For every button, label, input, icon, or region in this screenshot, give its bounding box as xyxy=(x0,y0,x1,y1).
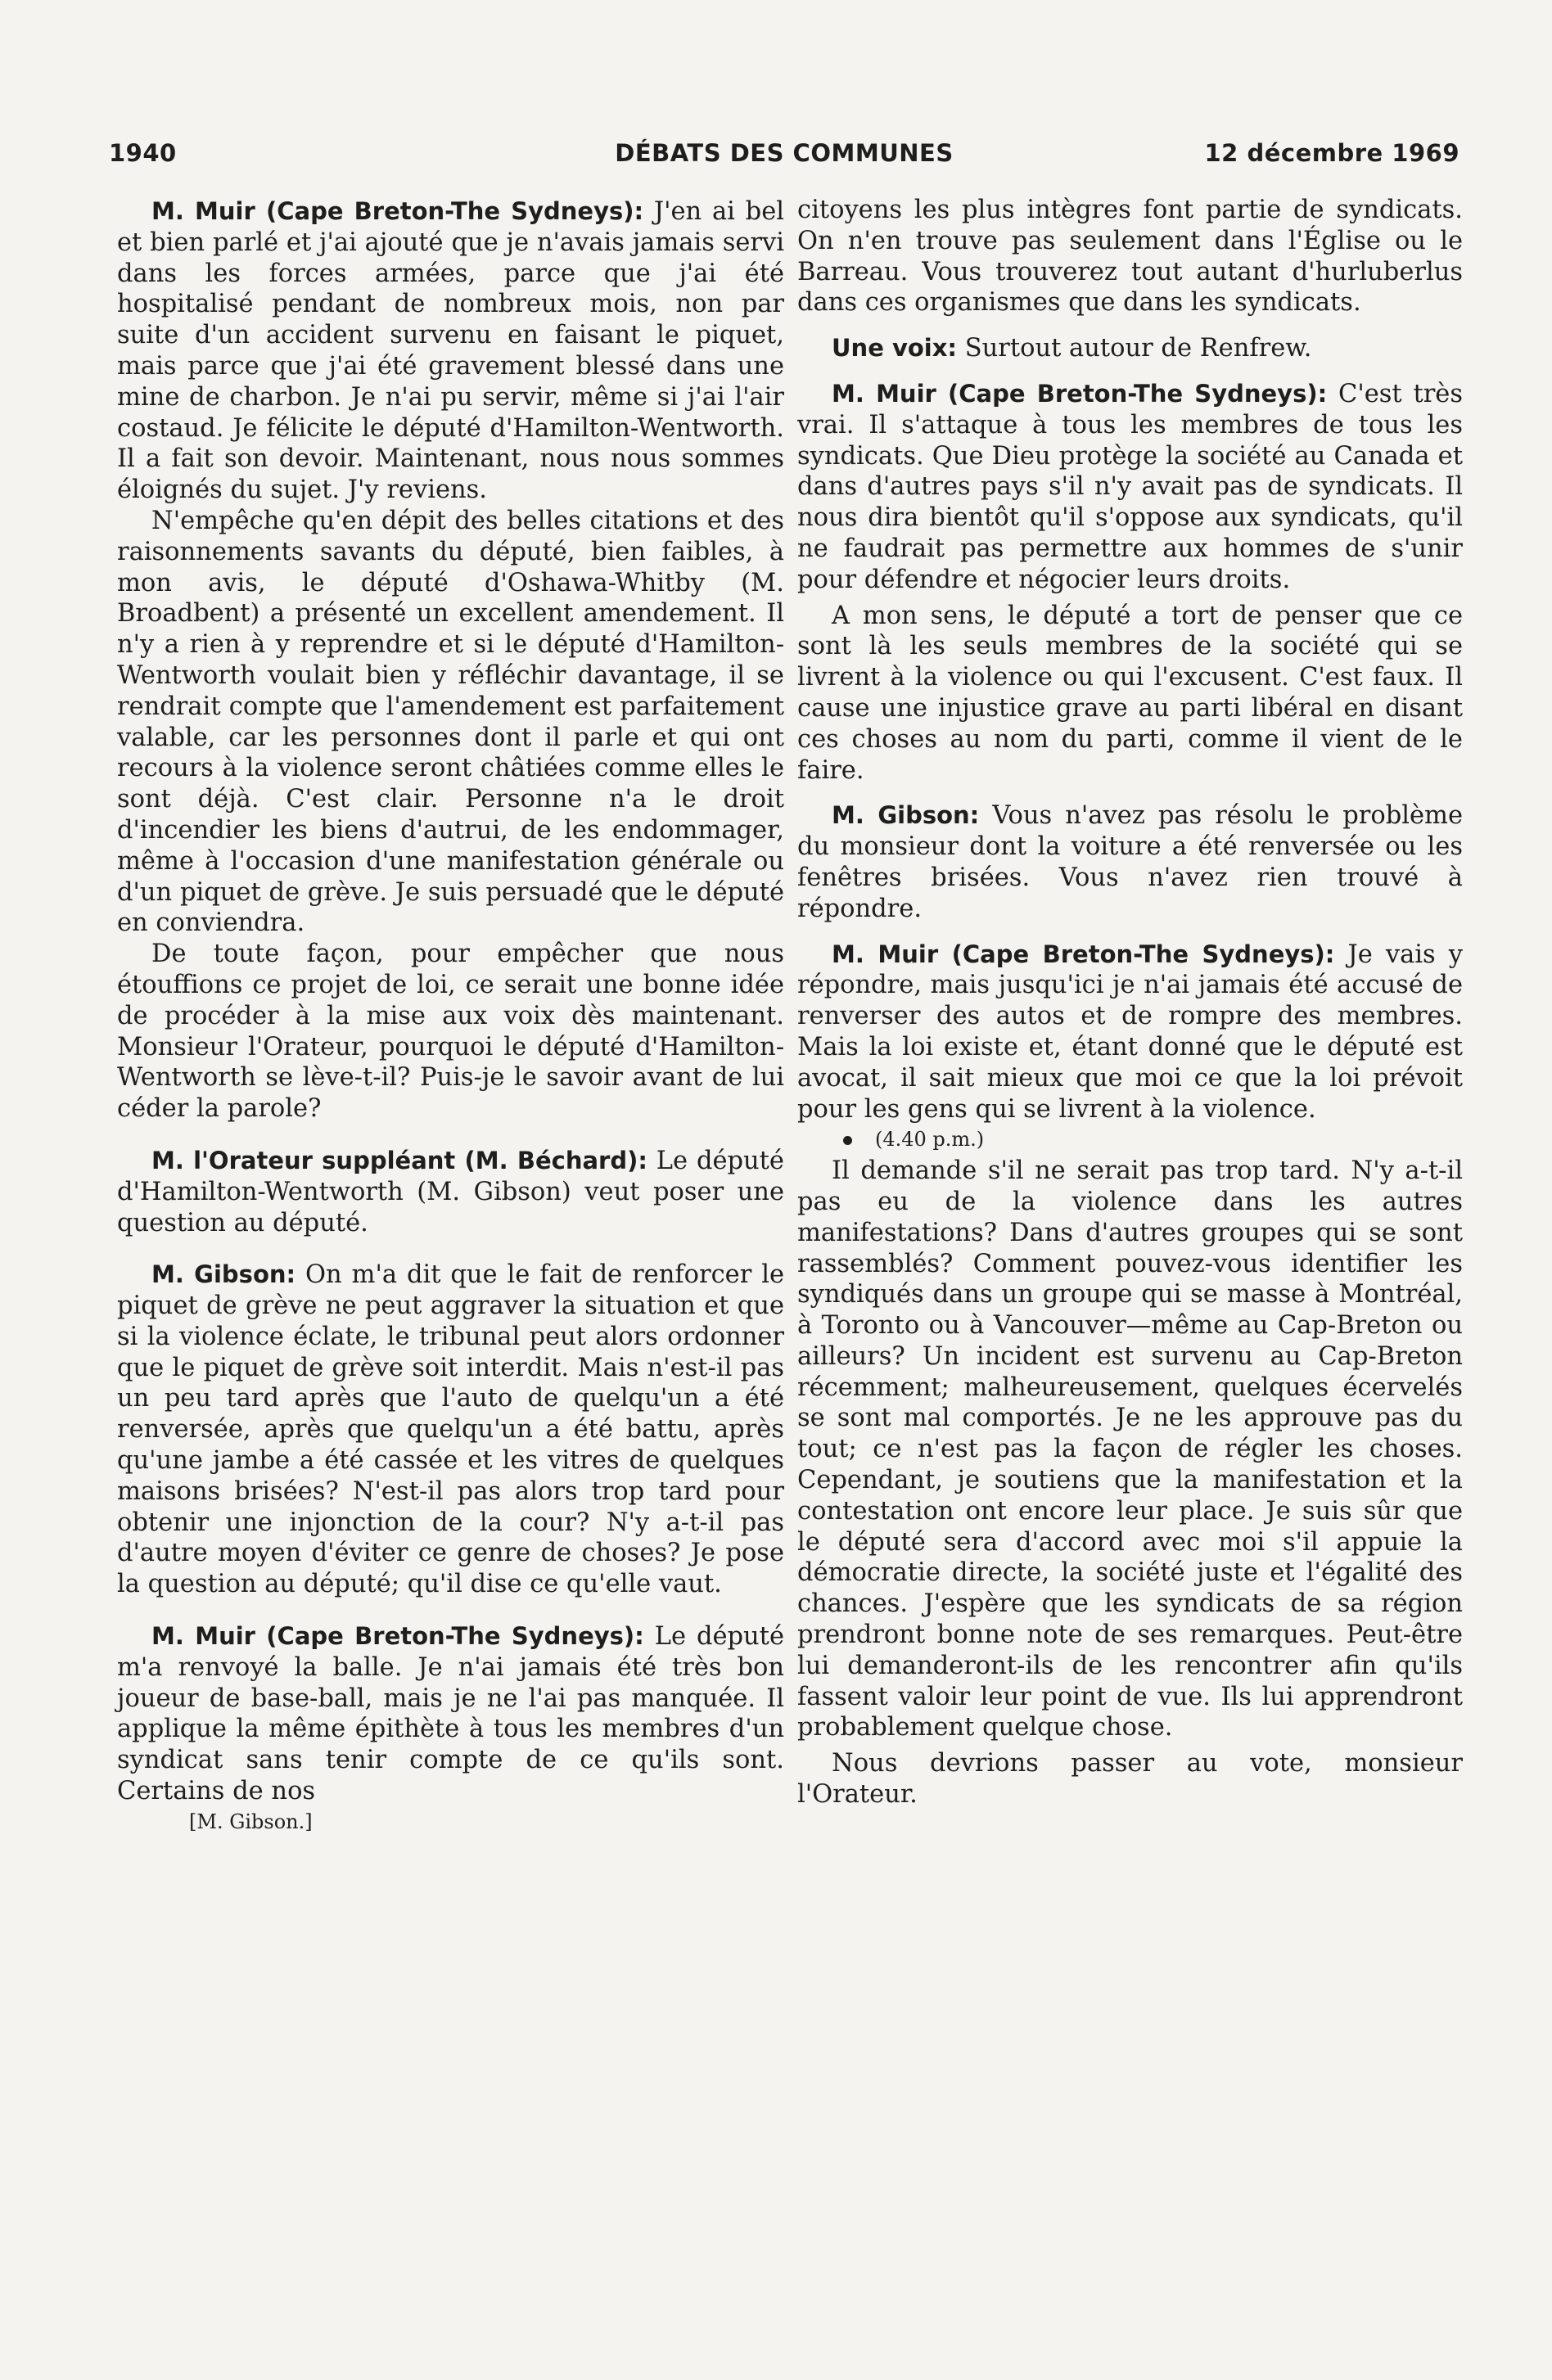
paragraph: Nous devrions passer au vote, monsieur l'Orateur. xyxy=(797,1749,1463,1810)
paragraph xyxy=(117,1146,784,1238)
speech-text: Vous n'avez pas résolu le problème du monsieur dont la voiture a été renversée ou les fenêtres brisées. Vous n'avez rien trouvé à répondre. xyxy=(797,801,1463,923)
paragraph xyxy=(797,333,1463,364)
paragraph xyxy=(117,1260,784,1600)
speech-text: C'est très vrai. Il s'attaque à tous les membres de tous les syndicats. Que Dieu protège la société au Canada et dans d'autres pays s'il n'y avait pas de syndicats. Il nous dira bientôt qu'il s'oppose aux syndicats, qu'il ne faudrait pas permettre aux hommes de s'unir pour défendre et négocier leurs droits. xyxy=(797,379,1464,594)
speech-text: J'en ai bel et bien parlé et j'ai ajouté que je n'avais jamais servi dans les forces armées, parce que j'ai été hospitalisé pendant de nombreux mois, non par suite d'un accident survenu en faisant le piquet, mais parce que j'ai été gravement blessé dans une mine de charbon. Je n'ai pu servir, même si j'ai l'air costaud. Je félicite le député d'Hamilton-Wentworth. Il a fait son devoir. Maintenant, nous nous sommes éloignés du sujet. J'y reviens. xyxy=(117,197,784,505)
paragraph: citoyens les plus intègres font partie de syndicats. On n'en trouve pas seulement dans l'Église ou le Barreau. Vous trouverez tout autant d'hurluberlus dans ces organismes que dans les syndicats. xyxy=(797,196,1463,318)
paragraph xyxy=(117,196,784,506)
speech-text: Le député m'a renvoyé la balle. Je n'ai jamais été très bon joueur de base-ball, mais je ne l'ai pas manquée. Il applique la même épithète à tous les membres d'un syndicat sans tenir compte de ce qu'ils sont. Certains de nos xyxy=(117,1622,784,1806)
speech-text: Le député d'Hamilton-Wentworth (M. Gibson) veut poser une question au député. xyxy=(117,1146,784,1237)
speaker-name: M. Muir (Cape Breton-The Sydneys): xyxy=(832,379,1328,408)
paragraph xyxy=(797,940,1463,1125)
speaker-name: M. l'Orateur suppléant (M. Béchard): xyxy=(151,1146,647,1174)
paragraph xyxy=(797,800,1463,924)
paragraph: De toute façon, pour empêcher que nous étouffions ce projet de loi, ce serait une bonne idée de procéder à la mise aux voix dès maintenant. Monsieur l'Orateur, pourquoi le député d'Hamilton-Wentworth se lève-t-il? Puis-je le savoir avant de lui céder la parole? xyxy=(117,940,784,1124)
speaker-name: M. Muir (Cape Breton-The Sydneys): xyxy=(151,1622,644,1651)
left-column xyxy=(117,196,784,1838)
speech-text: On m'a dit que le fait de renforcer le piquet de grève ne peut aggraver la situation et que si la violence éclate, le tribunal peut alors ordonner que le piquet de grève soit interdit. Mais n'est-il pas un peu tard après que l'auto de quelqu'un a été renversée, après que quelqu'un a été battu, après qu'une jambe a été cassée et les vitres de quelques maisons brisées? N'est-il pas alors trop tard pour obtenir une injonction de la cour? N'y a-t-il pas d'autre moyen d'éviter ce genre de choses? Je pose la question au député; qu'il dise ce qu'elle vaut. xyxy=(117,1260,784,1599)
publication-date: 12 décembre 1969 xyxy=(1204,139,1460,167)
right-column xyxy=(797,195,1463,1810)
page-number: 1940 xyxy=(109,139,177,167)
paragraph: N'empêche qu'en dépit des belles citations et des raisonnements savants du député, bien faibles, à mon avis, le député d'Oshawa-Whitby (M. Broadbent) a présenté un excellent amendement. Il n'y a rien à y reprendre et si le député d'Hamilton-Wentworth voulait bien y réfléchir davantage, il se rendrait compte que l'amendement est parfaitement valable, car les personnes dont il parle et qui ont recours à la violence seront châtiées comme elles le sont déjà. C'est clair. Personne n'a le droit d'incendier les biens d'autrui, de les endommager, même à l'occasion d'une manifestation générale ou d'un piquet de grève. Je suis persuadé que le député en conviendra. xyxy=(117,506,784,938)
speaker-name: Une voix: xyxy=(832,334,958,363)
bullet-icon xyxy=(843,1136,852,1145)
speaker-name: M. Gibson: xyxy=(151,1260,296,1289)
paragraph xyxy=(797,379,1463,596)
speaker-name: M. Gibson: xyxy=(832,801,980,830)
page-header xyxy=(109,139,1460,175)
time-marker xyxy=(797,1125,1463,1156)
publication-title: DÉBATS DES COMMUNES xyxy=(615,139,954,167)
time-text: (4.40 p.m.) xyxy=(875,1128,985,1152)
speaker-name: M. Muir (Cape Breton-The Sydneys): xyxy=(151,197,644,225)
speaker-attribution: [M. Gibson.] xyxy=(189,1810,313,1833)
speech-text: Surtout autour de Renfrew. xyxy=(957,334,1312,363)
paragraph: A mon sens, le député a tort de penser que ce sont là les seuls membres de la société qui se livrent à la violence ou qui l'excusent. C'est faux. Il cause une injustice grave au parti libéral en disant ces choses au nom du parti, comme il vient de le faire. xyxy=(797,601,1463,785)
paragraph xyxy=(117,1621,784,1807)
speaker-name: M. Muir (Cape Breton-The Sydneys): xyxy=(832,940,1335,968)
paragraph: Il demande s'il ne serait pas trop tard. N'y a-t-il pas eu de la violence dans les autres manifestations? Dans d'autres groupes qui se sont rassemblés? Comment pouvez-vous identifier les syndiqués dans un groupe qui se masse à Montréal, à Toronto ou à Vancouver—même au Cap-Breton ou ailleurs? Un incident est survenu au Cap-Breton récemment; malheureusement, quelques écervelés se sont mal comportés. Je ne les approuve pas du tout; ce n'est pas la façon de régler les choses. Cependant, je soutiens que la manifestation et la contestation ont encore leur place. Je suis sûr que le député sera d'accord avec moi s'il appuie la démocratie directe, la société juste et l'égalité des chances. J'espère que les syndicats de sa région prendront bonne note de ses remarques. Peut-être lui demanderont-ils de les rencontrer afin qu'ils fassent valoir leur point de vue. Ils lui apprendront probablement quelque chose. xyxy=(797,1156,1463,1742)
speech-text: Je vais y répondre, mais jusqu'ici je n'ai jamais été accusé de renverser des autos et de rompre des membres. Mais la loi existe et, étant donné que le député est avocat, il sait mieux que moi ce que la loi prévoit pour les gens qui se livrent à la violence. xyxy=(797,940,1463,1124)
